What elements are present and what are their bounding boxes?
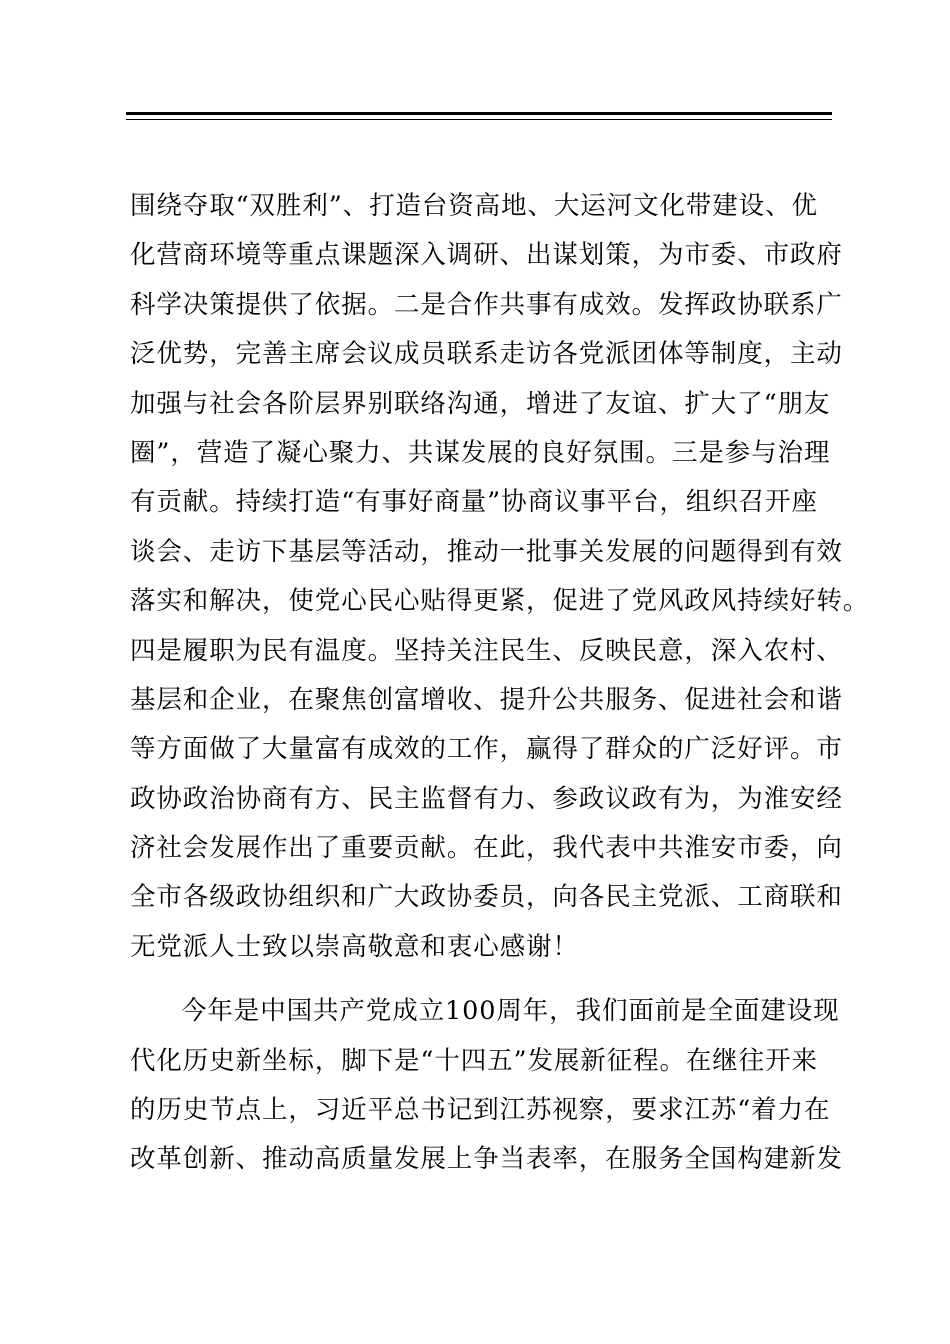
text-line: 的历史节点上，习近平总书记到江苏视察，要求江苏“着力在 xyxy=(130,1095,831,1126)
paragraph-1 xyxy=(130,182,870,972)
text-line: 圈”，营造了凝心聚力、共谋发展的良好氛围。三是参与治理 xyxy=(130,437,831,468)
text-line: 改革创新、推动高质量发展上争当表率，在服务全国构建新发 xyxy=(130,1144,843,1175)
header-rule-thick xyxy=(126,112,832,115)
text-line: 四是履职为民有温度。坚持关注民生、反映民意，深入农村、 xyxy=(130,635,843,666)
text-line: 无党派人士致以崇高敬意和衷心感谢！ xyxy=(130,931,579,962)
text-line: 泛优势，完善主席会议成员联系走访各党派团体等制度，主动 xyxy=(130,339,843,370)
text-line: 科学决策提供了依据。二是合作共事有成效。发挥政协联系广 xyxy=(130,289,843,320)
text-line: 化营商环境等重点课题深入调研、出谋划策，为市委、市政府 xyxy=(130,240,843,271)
text-line: 落实和解决，使党心民心贴得更紧，促进了党风政风持续好转。 xyxy=(130,586,870,617)
text-line: 等方面做了大量富有成效的工作，赢得了群众的广泛好评。市 xyxy=(130,734,843,765)
text-line: 全市各级政协组织和广大政协委员，向各民主党派、工商联和 xyxy=(130,882,843,913)
text-line: 政协政治协商有方、民主监督有力、参政议政有为，为淮安经 xyxy=(130,783,843,814)
text-line: 济社会发展作出了重要贡献。在此，我代表中共淮安市委，向 xyxy=(130,833,843,864)
text-line: 加强与社会各阶层界别联络沟通，增进了友谊、扩大了“朋友 xyxy=(130,388,831,419)
text-line: 有贡献。持续打造“有事好商量”协商议事平台，组织召开座 xyxy=(130,487,818,518)
text-line: 基层和企业，在聚焦创富增收、提升公共服务、促进社会和谐 xyxy=(130,684,843,715)
header-rule-thin xyxy=(126,119,832,120)
text-line: 代化历史新坐标，脚下是“十四五”发展新征程。在继往开来 xyxy=(130,1045,818,1076)
paragraph-2 xyxy=(130,987,870,1185)
text-line: 谈会、走访下基层等活动，推动一批事关发展的问题得到有效 xyxy=(130,536,843,567)
text-line: 围绕夺取“双胜利”、打造台资高地、大运河文化带建设、优 xyxy=(130,191,818,221)
document-body xyxy=(130,182,870,1185)
text-line: 今年是中国共产党成立100周年，我们面前是全面建设现 xyxy=(181,996,840,1027)
